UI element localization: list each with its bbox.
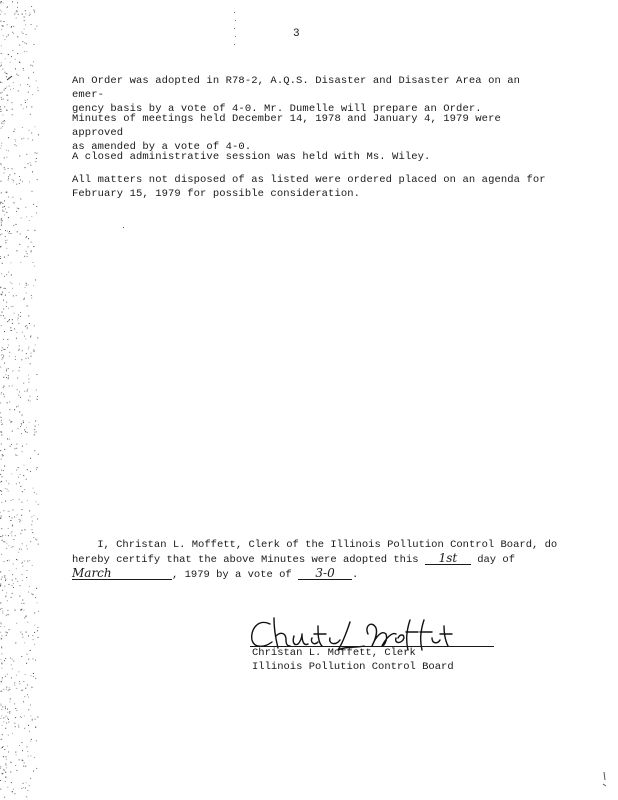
vote-blank: 3-0: [298, 567, 352, 580]
certification-day-of-text: day of: [477, 554, 515, 566]
signatory-organization: Illinois Pollution Control Board: [252, 661, 454, 673]
scan-mark-left: [6, 74, 16, 82]
certification-line-2: [72, 552, 552, 567]
scan-noise-margin: [0, 0, 40, 800]
scan-mark-corner: [600, 770, 610, 790]
minutes-paragraph-order-r78-2: An Order was adopted in R78-2, A.Q.S. Disaster and Disaster Area on an emer- gency basis by a vote of 4-0. Mr. Dumelle will prepare an Order.: [72, 75, 521, 115]
certification-adopted-text: hereby certify that the above Minutes were adopted this: [72, 554, 419, 566]
certification-period: .: [352, 569, 359, 581]
page-number: 3: [293, 28, 300, 40]
minutes-paragraph-closed-session: A closed administrative session was held with Ms. Wiley.: [72, 151, 431, 163]
certification-vote-text: , 1979 by a vote of: [172, 569, 292, 581]
signatory-block: [252, 646, 454, 674]
certification-line-3: [72, 567, 552, 582]
month-blank: March: [72, 567, 172, 580]
scan-mark-top: [232, 10, 238, 60]
day-blank: 1st: [425, 552, 471, 565]
minutes-paragraph-agenda: All matters not disposed of as listed were ordered placed on an agenda for February 15, 1979 for possible consideration.: [72, 174, 546, 200]
minutes-paragraph-approval: Minutes of meetings held December 14, 1978 and January 4, 1979 were approved as amended by a vote of 4-0.: [72, 113, 501, 153]
signatory-name: Christan L. Moffett, Clerk: [252, 647, 416, 659]
certification-text: I, Christan L. Moffett, Clerk of the Illinois Pollution Control Board, do: [97, 539, 558, 551]
scan-mark-dot: [122, 226, 126, 230]
clerk-certification: [72, 538, 558, 582]
certification-line-1: [72, 538, 558, 552]
